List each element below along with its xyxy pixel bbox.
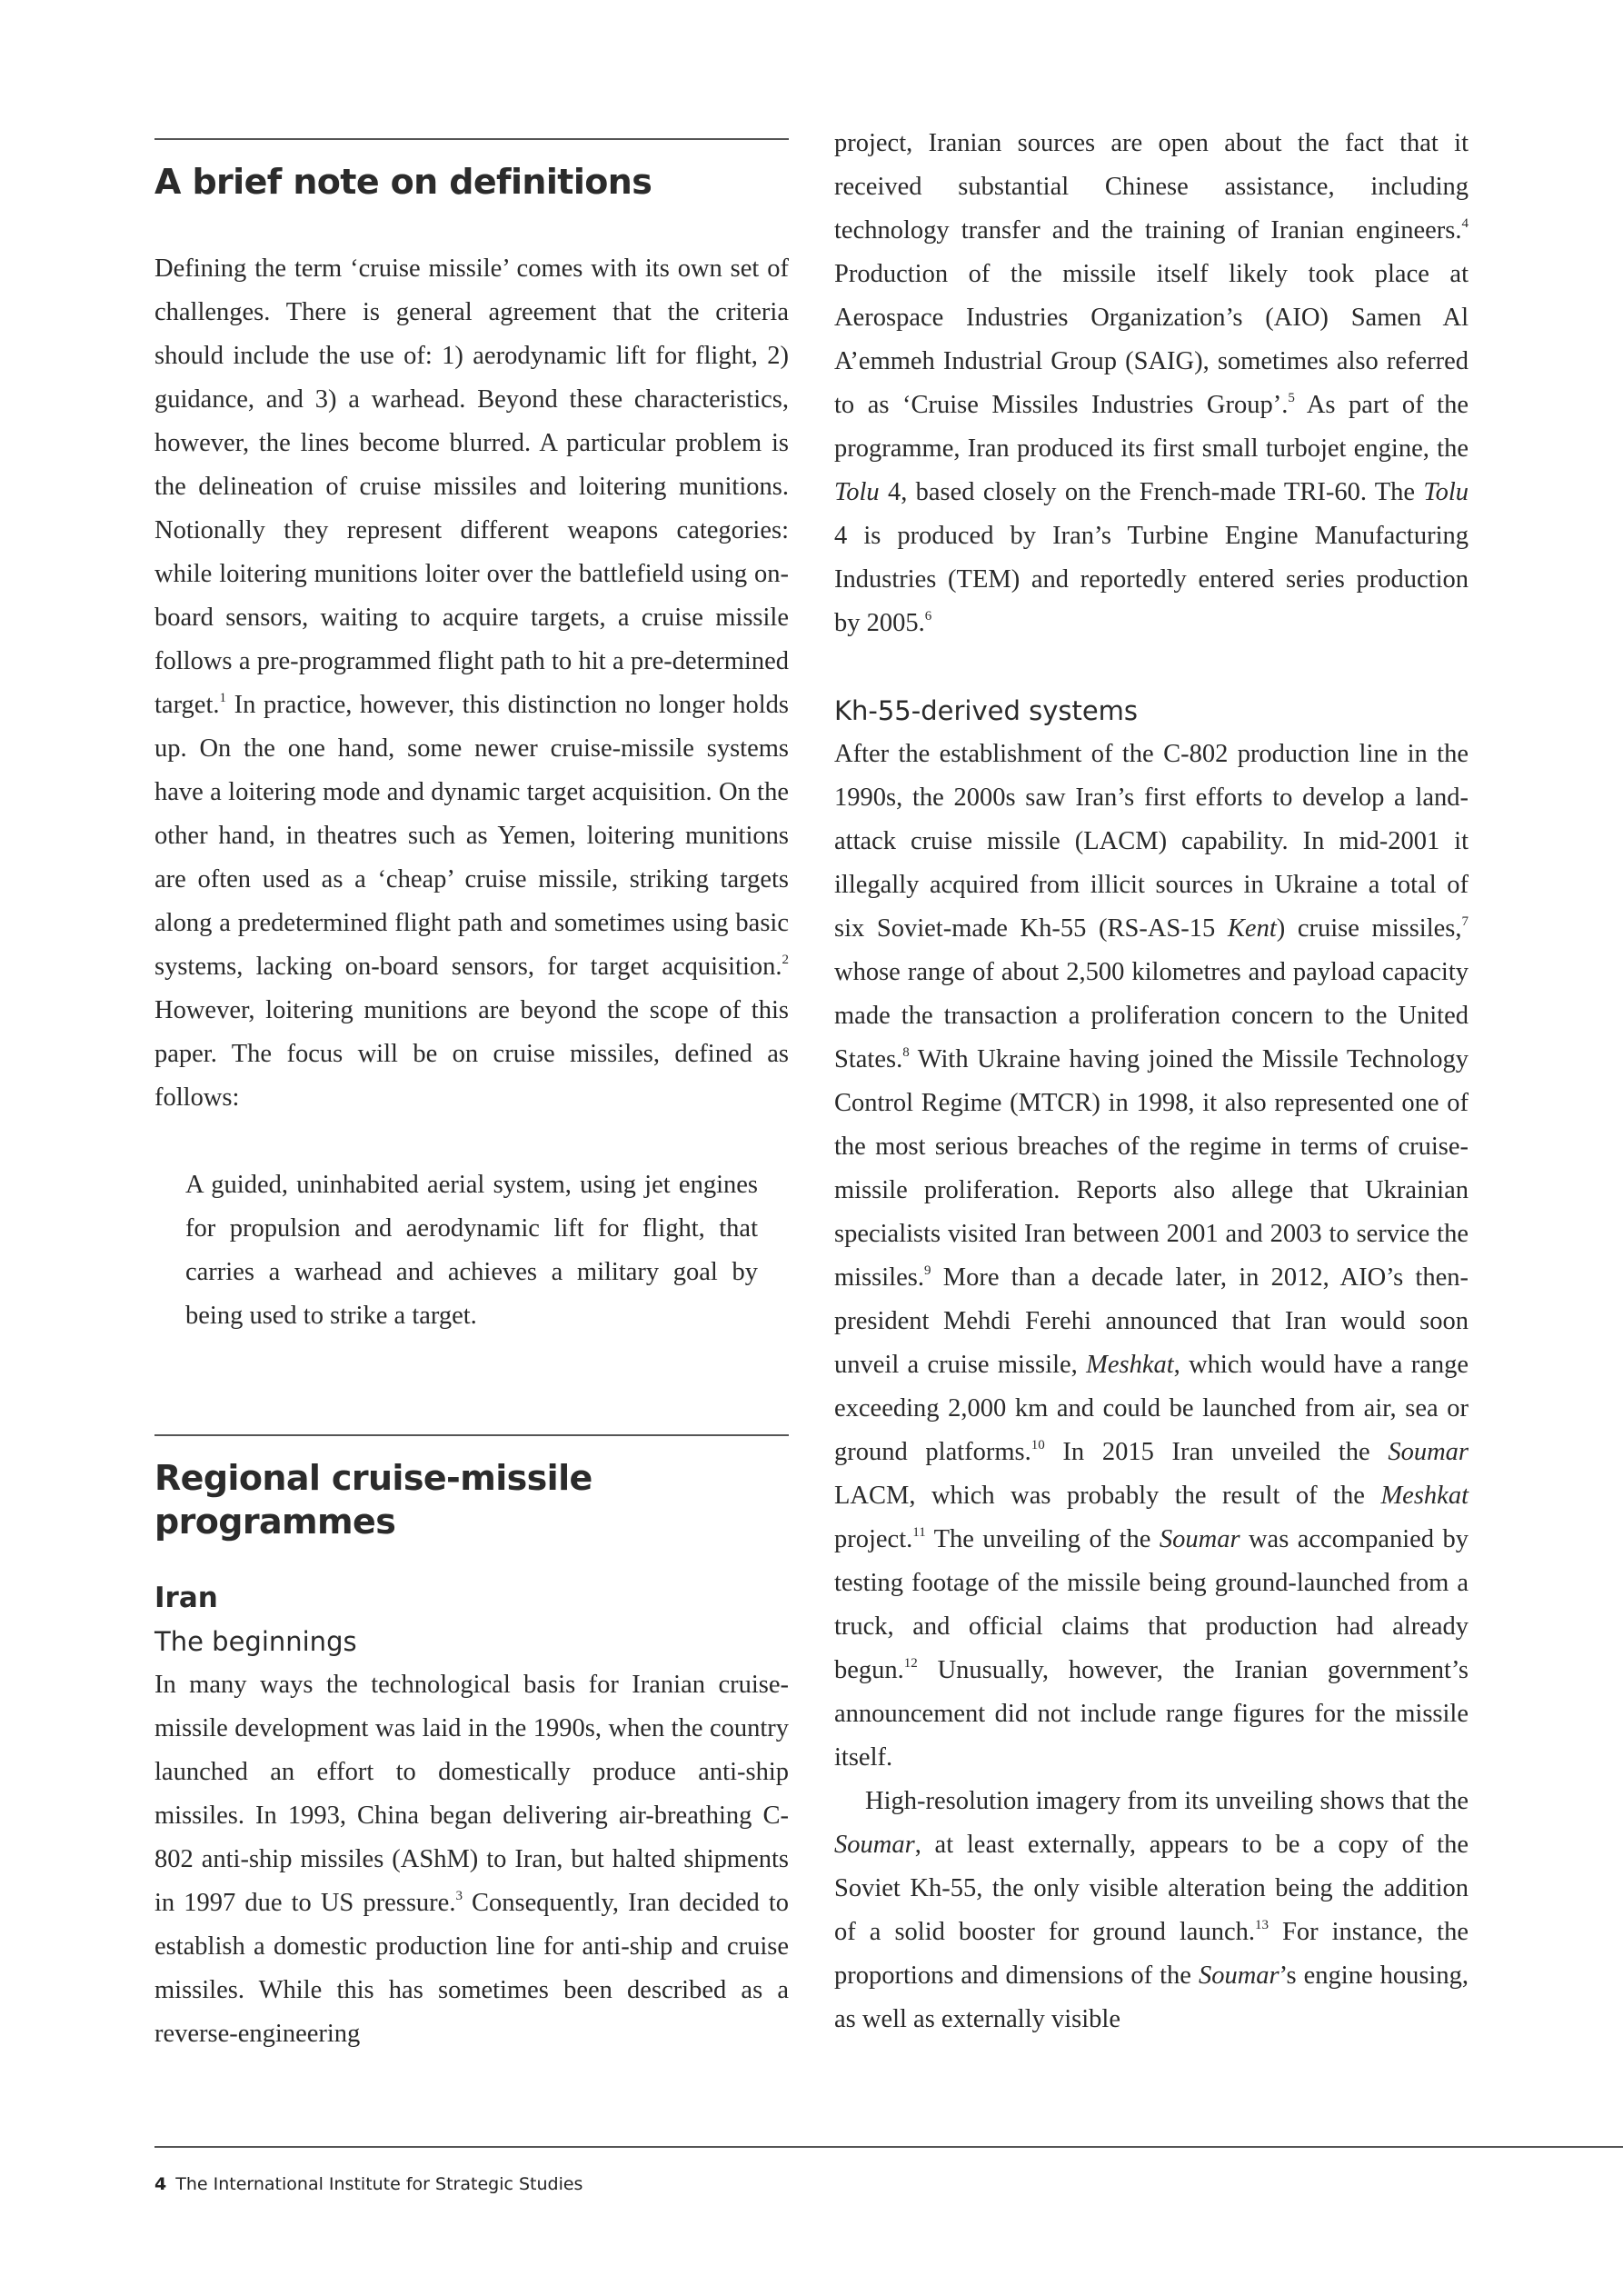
publisher-name: The International Institute for Strategic Studies — [175, 2174, 583, 2194]
definitions-paragraph: Defining the term ‘cruise missile’ comes with its own set of challenges. There is general agreement that the criteria should include the use of: 1) aerodynamic lift for flight, 2) guidance, and 3) a warhead. Beyond these characteristics, however, the lines become blurred. A particular problem is the delineation of cruise missiles and loitering munitions. Notionally they represent different weapons categories: while loitering munitions loiter over the battlefield using on-board sensors, waiting to acquire targets, a cruise missile follows a pre-programmed flight path to hit a pre-determined target.$^1$ In practice, however, this distinction no longer holds up. On the one hand, some newer cruise-missile systems have a loitering mode and dynamic target acquisition. On the other hand, in theatres such as Yemen, loitering munitions are often used as a ‘cheap’ cruise missile, striking targets along a predetermined flight path and sometimes using basic systems, lacking on-board sensors, for target acquisition.$^2$ However, loitering munitions are beyond the scope of this paper. The focus will be on cruise missiles, defined as follows: — [154, 255, 789, 1112]
footnote-ref: 8 — [902, 1045, 910, 1060]
subheading-beginnings: The beginnings — [154, 1626, 357, 1657]
section-heading-definitions: A brief note on definitions — [154, 162, 652, 202]
footnote-ref: 5 — [1288, 391, 1295, 405]
footnote-ref: 4 — [1461, 216, 1469, 231]
subheading-iran: Iran — [154, 1582, 218, 1614]
footnote-ref: 7 — [1461, 914, 1469, 929]
page-number: 4 — [154, 2174, 167, 2194]
right-column — [834, 0, 1469, 2041]
section-heading-regional: Regional cruise-missile programmes — [154, 1458, 592, 1542]
footnote-ref: 9 — [923, 1263, 931, 1278]
footer-rule — [154, 2146, 1623, 2148]
subheading-kh55: Kh-55-derived systems — [834, 695, 1139, 726]
footnote-ref: 3 — [455, 1889, 463, 1903]
footnote-ref: 1 — [219, 691, 226, 705]
footnote-ref: 10 — [1031, 1438, 1045, 1452]
definition-quote: A guided, uninhabited aerial system, using jet engines for propulsion and aerodynamic lift for flight, that carries a warhead and achieves a military goal by being used to strike a target. — [185, 1171, 758, 1330]
left-column — [154, 0, 789, 2056]
footnote-ref: 11 — [912, 1525, 926, 1540]
footnote-ref: 12 — [903, 1656, 918, 1671]
c802-paragraph: project, Iranian sources are open about the fact that it received substantial Chinese assistance, including technology transfer and the training of Iranian engineers.$^4$ Production of the missile itself likely took place at Aerospace Industries Organization’s (AIO) Samen Al A’emmeh Industrial Group (SAIG), sometimes also referred to as ‘Cruise Missiles Industries Group’.$^5$ As part of the programme, Iran produced its first small turbojet engine, the Tolu 4, based closely on the French-made TRI-60. The Tolu 4 is produced by Iran’s Turbine Engine Manufacturing Industries (TEM) and reportedly entered series production by 2005.$^6$ — [834, 129, 1469, 637]
soumar-paragraph: High-resolution imagery from its unveiling shows that the Soumar, at least externally, appears to be a copy of the Soviet Kh-55, the only visible alteration being the addition of a solid booster for ground launch.$^{13}$ For instance, the proportions and dimensions of the Soumar’s engine housing, as well as externally visible — [834, 1787, 1469, 2033]
footnote-ref: 2 — [782, 953, 789, 967]
kh55-paragraph: After the establishment of the C-802 production line in the 1990s, the 2000s saw Iran’s first efforts to develop a land-attack cruise missile (LACM) capability. In mid-2001 it illegally acquired from illicit sources in Ukraine a total of six Soviet-made Kh-55 (RS-AS-15 Kent) cruise missiles,$^7$ whose range of about 2,500 kilometres and payload capacity made the transaction a proliferation concern to the United States.$^8$ With Ukraine having joined the Missile Technology Control Regime (MTCR) in 1998, it also represented one of the most serious breaches of the regime in terms of cruise-missile proliferation. Reports also allege that Ukrainian specialists visited Iran between 2001 and 2003 to service the missiles.$^9$ More than a decade later, in 2012, AIO’s then-president Mehdi Ferehi announced that Iran would soon unveil a cruise missile, Meshkat, which would have a range exceeding 2,000 km and could be launched from air, sea or ground platforms.$^{10}$ In 2015 Iran unveiled the Soumar LACM, which was probably the result of the Meshkat project.$^{11}$ The unveiling of the Soumar was accompanied by testing footage of the missile being ground-launched from a truck, and official claims that production had already begun.$^{12}$ Unusually, however, the Iranian government’s announcement did not include range figures for the missile itself. — [834, 740, 1469, 1772]
footnote-ref: 13 — [1254, 1918, 1269, 1932]
footnote-ref: 6 — [924, 609, 932, 624]
page-footer — [154, 2174, 582, 2194]
beginnings-paragraph: In many ways the technological basis for Iranian cruise-missile development was laid in the 1990s, when the country launched an effort to domestically produce anti-ship missiles. In 1993, China began delivering air-breathing C-802 anti-ship missiles (AShM) to Iran, but halted shipments in 1997 due to US pressure.$^3$ Consequently, Iran decided to establish a domestic production line for anti-ship and cruise missiles. While this has sometimes been described as a reverse-engineering — [154, 1671, 789, 2048]
